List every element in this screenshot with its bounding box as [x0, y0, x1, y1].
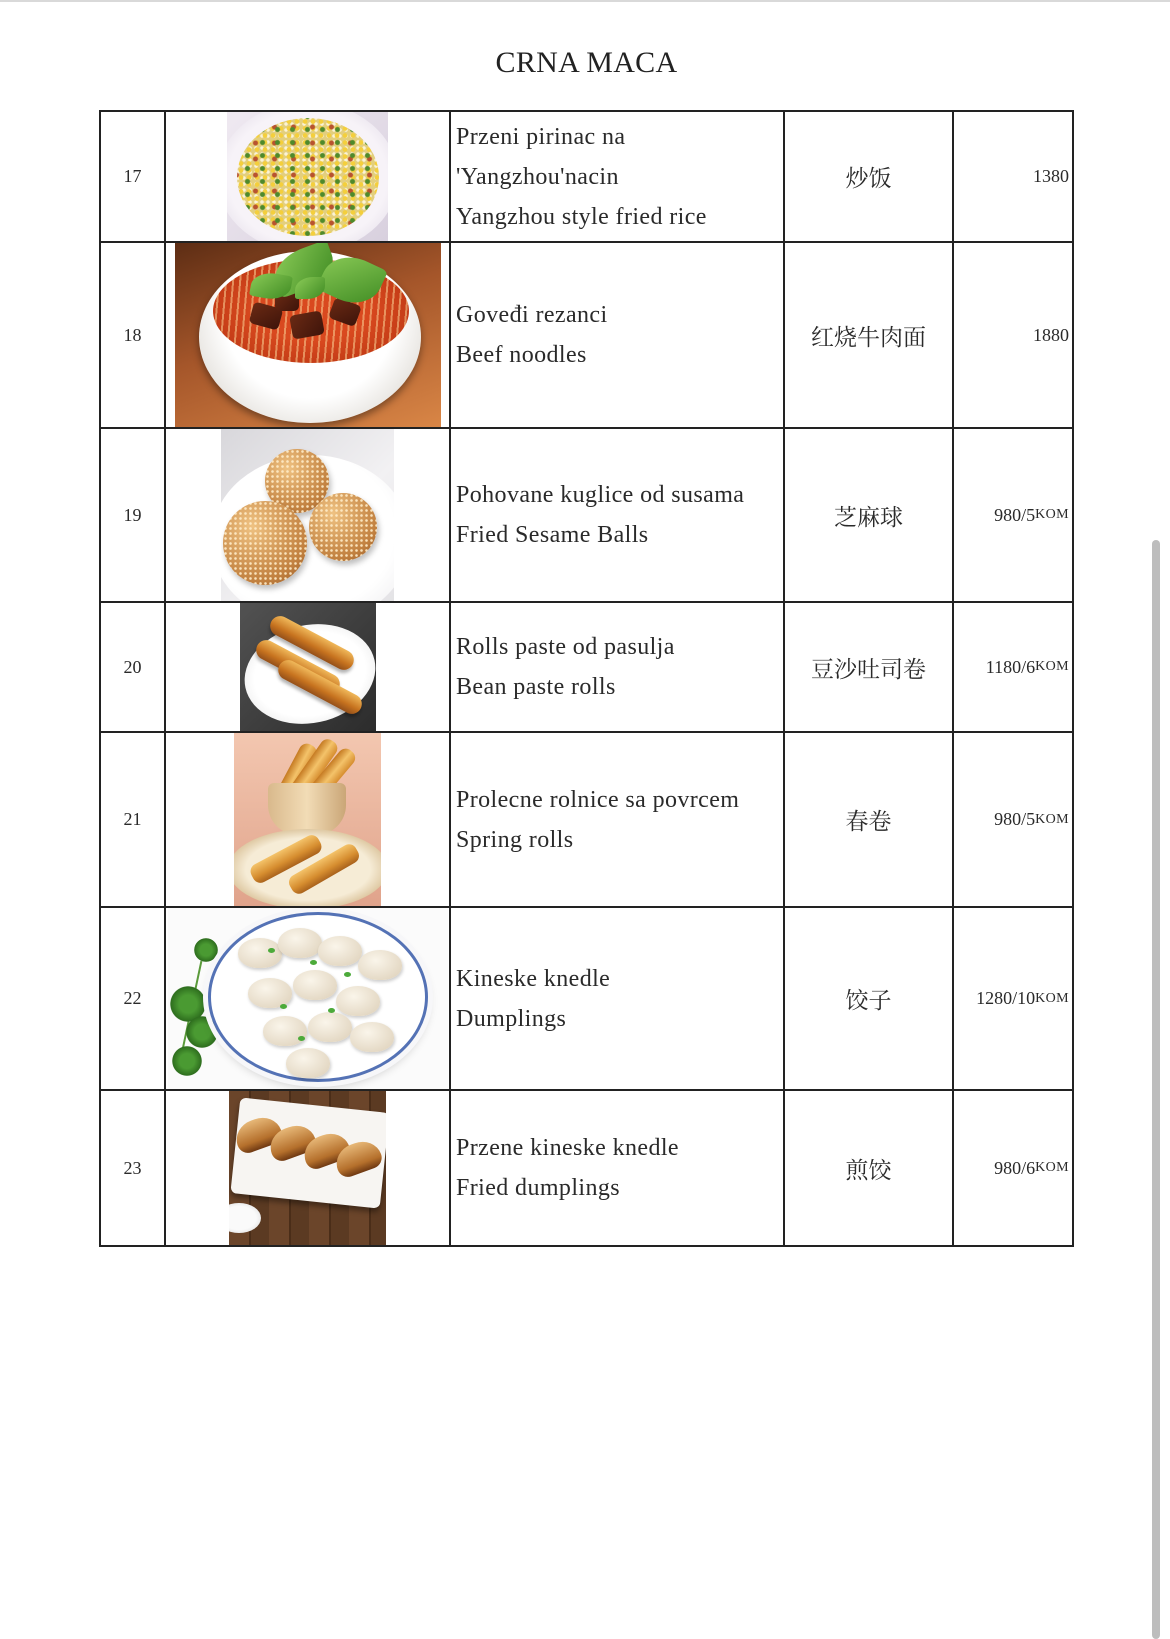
- sesame-ball: [309, 493, 377, 561]
- item-name: [451, 112, 785, 243]
- item-price: [954, 243, 1074, 429]
- item-price: [954, 603, 1074, 733]
- item-number: 21: [101, 733, 166, 908]
- item-photo-cell: [166, 429, 451, 603]
- item-photo-cell: [166, 908, 451, 1091]
- item-photo-cell: [166, 112, 451, 243]
- item-name-line: Fried Sesame Balls: [456, 522, 649, 548]
- scallion: [280, 1004, 287, 1009]
- dumpling: [263, 1016, 307, 1046]
- price-amount: 980/5: [994, 504, 1036, 525]
- dumpling: [278, 928, 322, 958]
- dumpling: [350, 1022, 394, 1052]
- item-chinese-name: 芝麻球: [785, 429, 954, 603]
- item-number: 17: [101, 112, 166, 243]
- item-number: 22: [101, 908, 166, 1091]
- item-name-line: Yangzhou style fried rice: [456, 203, 707, 230]
- scallion: [344, 972, 351, 977]
- dumpling: [286, 1048, 330, 1078]
- item-name-line: Bean paste rolls: [456, 674, 616, 700]
- item-name-line: Spring rolls: [456, 826, 574, 853]
- item-photo-cell: [166, 603, 451, 733]
- item-price: [954, 733, 1074, 908]
- price-amount: 1380: [1033, 166, 1069, 186]
- item-price: [954, 908, 1074, 1091]
- item-chinese-name: 红烧牛肉面: [785, 243, 954, 429]
- price-unit: KOM: [1035, 507, 1069, 522]
- item-name: [451, 603, 785, 733]
- item-name-line: Rolls paste od pasulja: [456, 634, 675, 660]
- item-photo-cell: [166, 1091, 451, 1247]
- item-name-line: Beef noodles: [456, 342, 587, 368]
- vertical-scrollbar[interactable]: [1152, 540, 1160, 1639]
- item-chinese-name: 饺子: [785, 908, 954, 1091]
- price-amount: 980/5: [994, 809, 1036, 829]
- fried-rice-photo: [227, 112, 388, 241]
- price-amount: 1880: [1033, 324, 1069, 345]
- item-price: [954, 112, 1074, 243]
- scallion: [310, 960, 317, 965]
- item-name-line: Dumplings: [456, 1005, 567, 1032]
- item-name-line: Kineske knedle: [456, 965, 611, 992]
- item-name-line: Przeni pirinac na: [456, 123, 626, 150]
- item-chinese-name: 煎饺: [785, 1091, 954, 1247]
- price-unit: KOM: [1035, 1160, 1069, 1175]
- item-name: [451, 733, 785, 908]
- price-amount: 1180/6: [985, 656, 1036, 677]
- item-name: [451, 1091, 785, 1247]
- item-name-line: Goveđi rezanci: [456, 302, 608, 328]
- dumpling: [293, 970, 337, 1000]
- item-name: [451, 908, 785, 1091]
- item-chinese-name: 炒饭: [785, 112, 954, 243]
- dumpling: [358, 950, 402, 980]
- item-number: 19: [101, 429, 166, 603]
- item-name-line: Przene kineske knedle: [456, 1135, 679, 1161]
- price-unit: KOM: [1035, 811, 1069, 827]
- scallion: [298, 1036, 305, 1041]
- sesame-ball: [223, 501, 307, 585]
- parsley: [172, 1046, 202, 1076]
- bean-paste-rolls-photo: [240, 603, 376, 731]
- item-name-line: Fried dumplings: [456, 1175, 621, 1201]
- scallion: [268, 948, 275, 953]
- item-name-line: Pohovane kuglice od susama: [456, 482, 745, 508]
- item-name-line: 'Yangzhou'nacin: [456, 163, 619, 190]
- menu-title: CRNA MACA: [495, 46, 678, 79]
- dumpling: [318, 936, 362, 966]
- sauce-dish: [229, 1203, 261, 1233]
- spring-rolls-photo: [234, 733, 381, 906]
- item-name: [451, 243, 785, 429]
- item-photo-cell: [166, 733, 451, 908]
- item-name-line: Prolecne rolnice sa povrcem: [456, 786, 740, 813]
- fried-dumplings-photo: [229, 1091, 386, 1245]
- price-amount: 980/6: [994, 1157, 1036, 1178]
- price-amount: 1280/10: [976, 988, 1036, 1008]
- fried-rice: [237, 118, 379, 236]
- item-number: 18: [101, 243, 166, 429]
- item-price: [954, 1091, 1074, 1247]
- item-photo-cell: [166, 243, 451, 429]
- dumpling: [308, 1012, 352, 1042]
- dumpling: [336, 986, 380, 1016]
- page-top-edge: [0, 0, 1170, 2]
- item-name: [451, 429, 785, 603]
- price-unit: KOM: [1035, 990, 1069, 1006]
- parsley: [194, 938, 218, 962]
- item-number: 23: [101, 1091, 166, 1247]
- item-price: [954, 429, 1074, 603]
- price-unit: KOM: [1035, 659, 1069, 674]
- scallion: [328, 1008, 335, 1013]
- beef-noodles-photo: [175, 243, 441, 427]
- item-chinese-name: 春卷: [785, 733, 954, 908]
- item-chinese-name: 豆沙吐司卷: [785, 603, 954, 733]
- dumplings-photo: [168, 908, 448, 1089]
- dumpling: [238, 938, 282, 968]
- menu-table: [99, 110, 1074, 1247]
- cup: [268, 783, 346, 835]
- sesame-balls-photo: [221, 429, 394, 601]
- item-number: 20: [101, 603, 166, 733]
